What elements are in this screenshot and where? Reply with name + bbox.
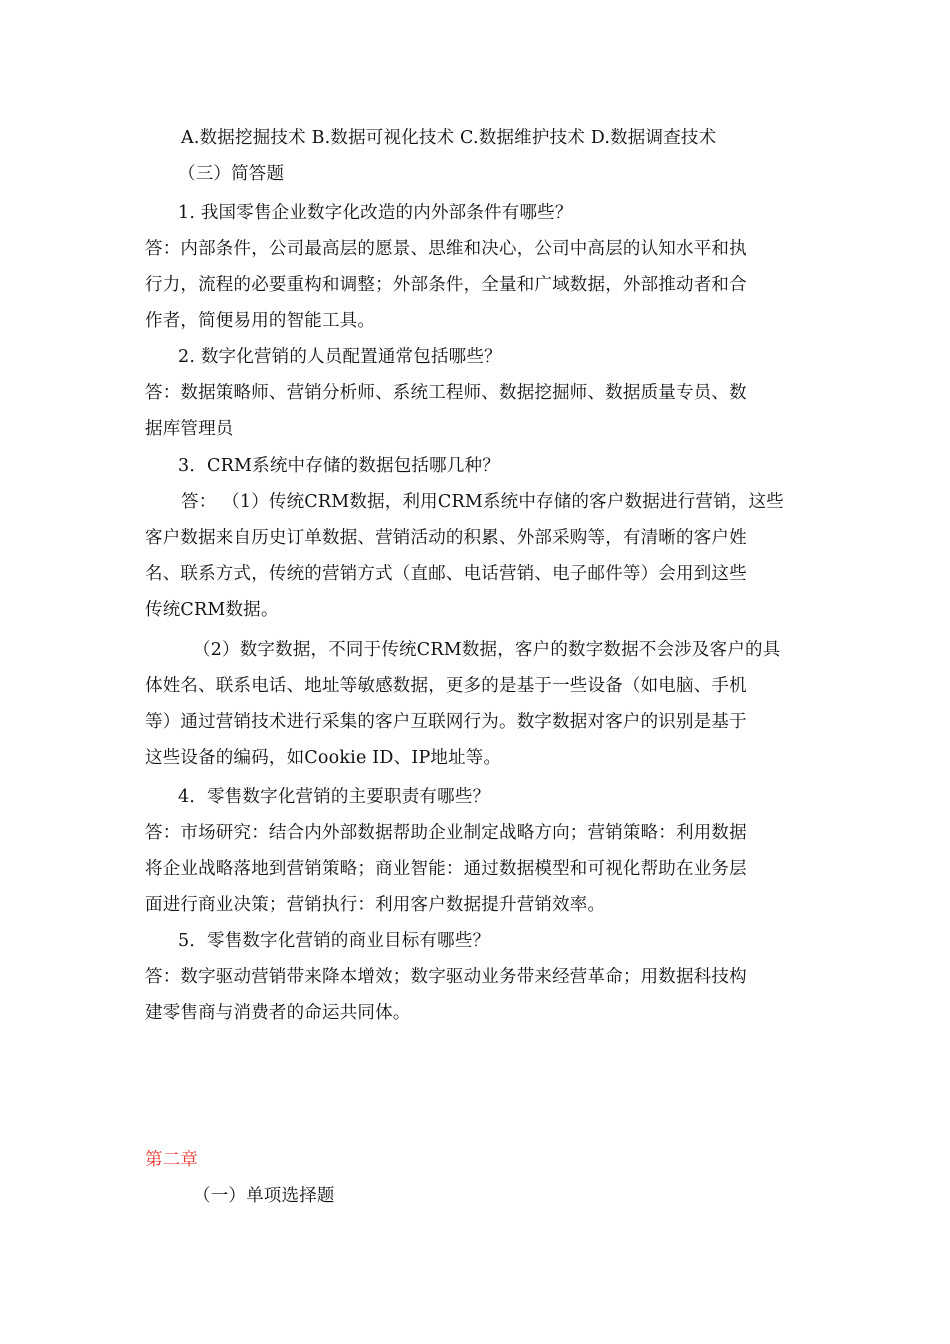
question-2: 2. 数字化营销的人员配置通常包括哪些？ <box>178 347 502 367</box>
answer-5-line-1: 答：数字驱动营销带来降本增效；数字驱动业务带来经营革命；用数据科技构 <box>145 967 747 987</box>
section-heading-short-answer: （三）简答题 <box>178 164 285 184</box>
section-heading-single-choice: （一）单项选择题 <box>193 1186 335 1206</box>
answer-3-line-2: 客户数据来自历史订单数据、营销活动的积累、外部采购等，有清晰的客户姓 <box>145 528 747 548</box>
answer-3b-line-1: （2）数字数据，不同于传统CRM数据，客户的数字数据不会涉及客户的具 <box>193 640 781 660</box>
answer-3-line-1: 答： （1）传统CRM数据，利用CRM系统中存储的客户数据进行营销，这些 <box>181 492 784 512</box>
answer-5-line-2: 建零售商与消费者的命运共同体。 <box>145 1003 411 1023</box>
chapter-2-title: 第二章 <box>145 1150 199 1170</box>
answer-4-line-3: 面进行商业决策；营销执行：利用客户数据提升营销效率。 <box>145 895 606 915</box>
answer-2-line-1: 答：数据策略师、营销分析师、系统工程师、数据挖掘师、数据质量专员、数 <box>145 383 747 403</box>
options-line: A.数据挖掘技术 B.数据可视化技术 C.数据维护技术 D.数据调查技术 <box>181 128 717 148</box>
answer-3b-line-4: 这些设备的编码，如Cookie ID、IP地址等。 <box>145 748 502 768</box>
answer-4-line-1: 答：市场研究：结合内外部数据帮助企业制定战略方向；营销策略：利用数据 <box>145 823 747 843</box>
answer-1-line-3: 作者，简便易用的智能工具。 <box>145 311 376 331</box>
answer-2-line-2: 据库管理员 <box>145 419 234 439</box>
question-1: 1. 我国零售企业数字化改造的内外部条件有哪些？ <box>178 203 573 223</box>
answer-1-line-2: 行力，流程的必要重构和调整；外部条件，全量和广域数据，外部推动者和合 <box>145 275 747 295</box>
answer-4-line-2: 将企业战略落地到营销策略；商业智能：通过数据模型和可视化帮助在业务层 <box>145 859 747 879</box>
answer-3b-line-2: 体姓名、联系电话、地址等敏感数据，更多的是基于一些设备（如电脑、手机 <box>145 676 747 696</box>
question-5: 5．零售数字化营销的商业目标有哪些？ <box>178 931 491 951</box>
question-3: 3．CRM系统中存储的数据包括哪几种？ <box>178 456 500 476</box>
answer-3b-line-3: 等）通过营销技术进行采集的客户互联网行为。数字数据对客户的识别是基于 <box>145 712 747 732</box>
answer-1-line-1: 答：内部条件，公司最高层的愿景、思维和决心，公司中高层的认知水平和执 <box>145 239 747 259</box>
answer-3-line-4: 传统CRM数据。 <box>145 600 279 620</box>
answer-3-line-3: 名、联系方式，传统的营销方式（直邮、电话营销、电子邮件等）会用到这些 <box>145 564 747 584</box>
question-4: 4．零售数字化营销的主要职责有哪些？ <box>178 787 491 807</box>
